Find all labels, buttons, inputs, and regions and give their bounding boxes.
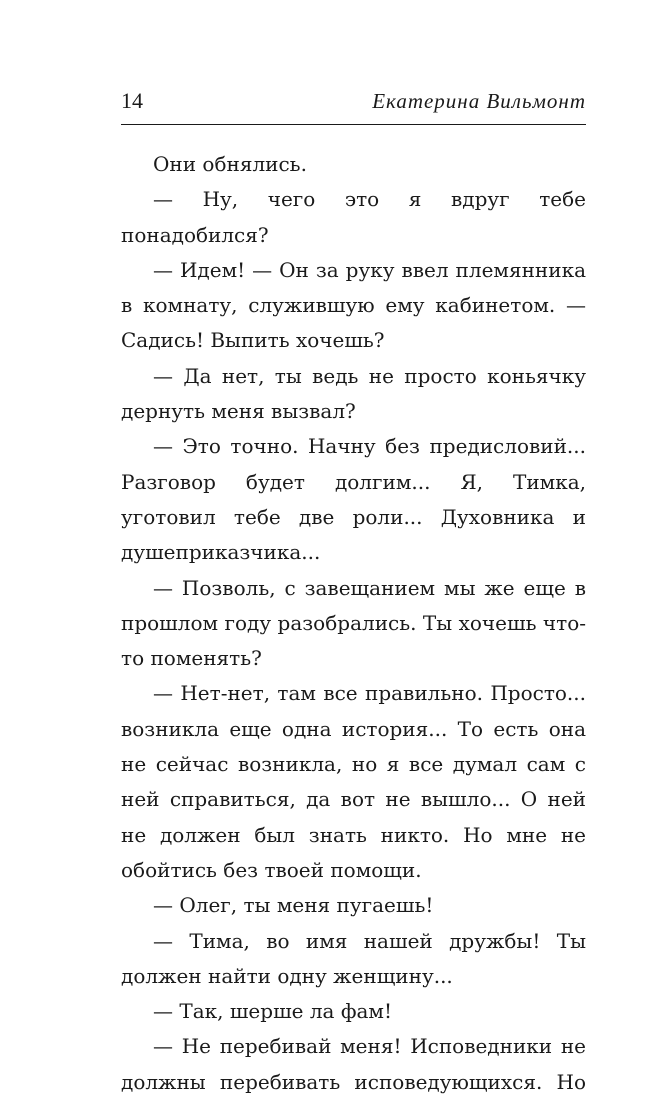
header-rule (121, 124, 586, 125)
paragraph: — Олег, ты меня пугаешь! (153, 893, 434, 918)
paragraph: — Так, шерше ла фам! (153, 999, 393, 1024)
paragraph: — Не перебивай меня! Исповедники не должны перебивать исповедующихся. Но (121, 1034, 586, 1094)
paragraph: — Нет-нет, там все правильно. Просто... возникла еще одна история... То есть она не сейчас возникла, но я все думал сам с ней справиться, да вот не вышло... О ней не должен был знать никто. Но мне не обойтись без твоей помощи. (121, 681, 586, 882)
paragraph: — Это точно. Начну без предисловий... Разговор будет долгим... Я, Тимка, уготовил тебе две роли... Духовника и душеприказчика... (121, 434, 586, 565)
page-header (121, 88, 586, 118)
body-text (121, 147, 586, 1100)
paragraph: — Позволь, с завещанием мы же еще в прошлом году разобрались. Ты хочешь что-то поменять? (121, 575, 586, 671)
paragraph: — Тима, во имя нашей дружбы! Ты должен найти одну женщину... (121, 928, 586, 988)
running-head-author: Екатерина Вильмонт (372, 89, 586, 113)
paragraph: — Ну, чего это я вдруг тебе понадобился? (121, 187, 586, 247)
page-number: 14 (121, 88, 143, 113)
paragraph: — Да нет, ты ведь не просто коньячку дернуть меня вызвал? (121, 363, 586, 424)
paragraph: — Идем! — Он за руку ввел племянника в комнату, служившую ему кабинетом. — Садись! Выпить хочешь? (121, 257, 586, 353)
paragraph: Они обнялись. (153, 152, 307, 176)
